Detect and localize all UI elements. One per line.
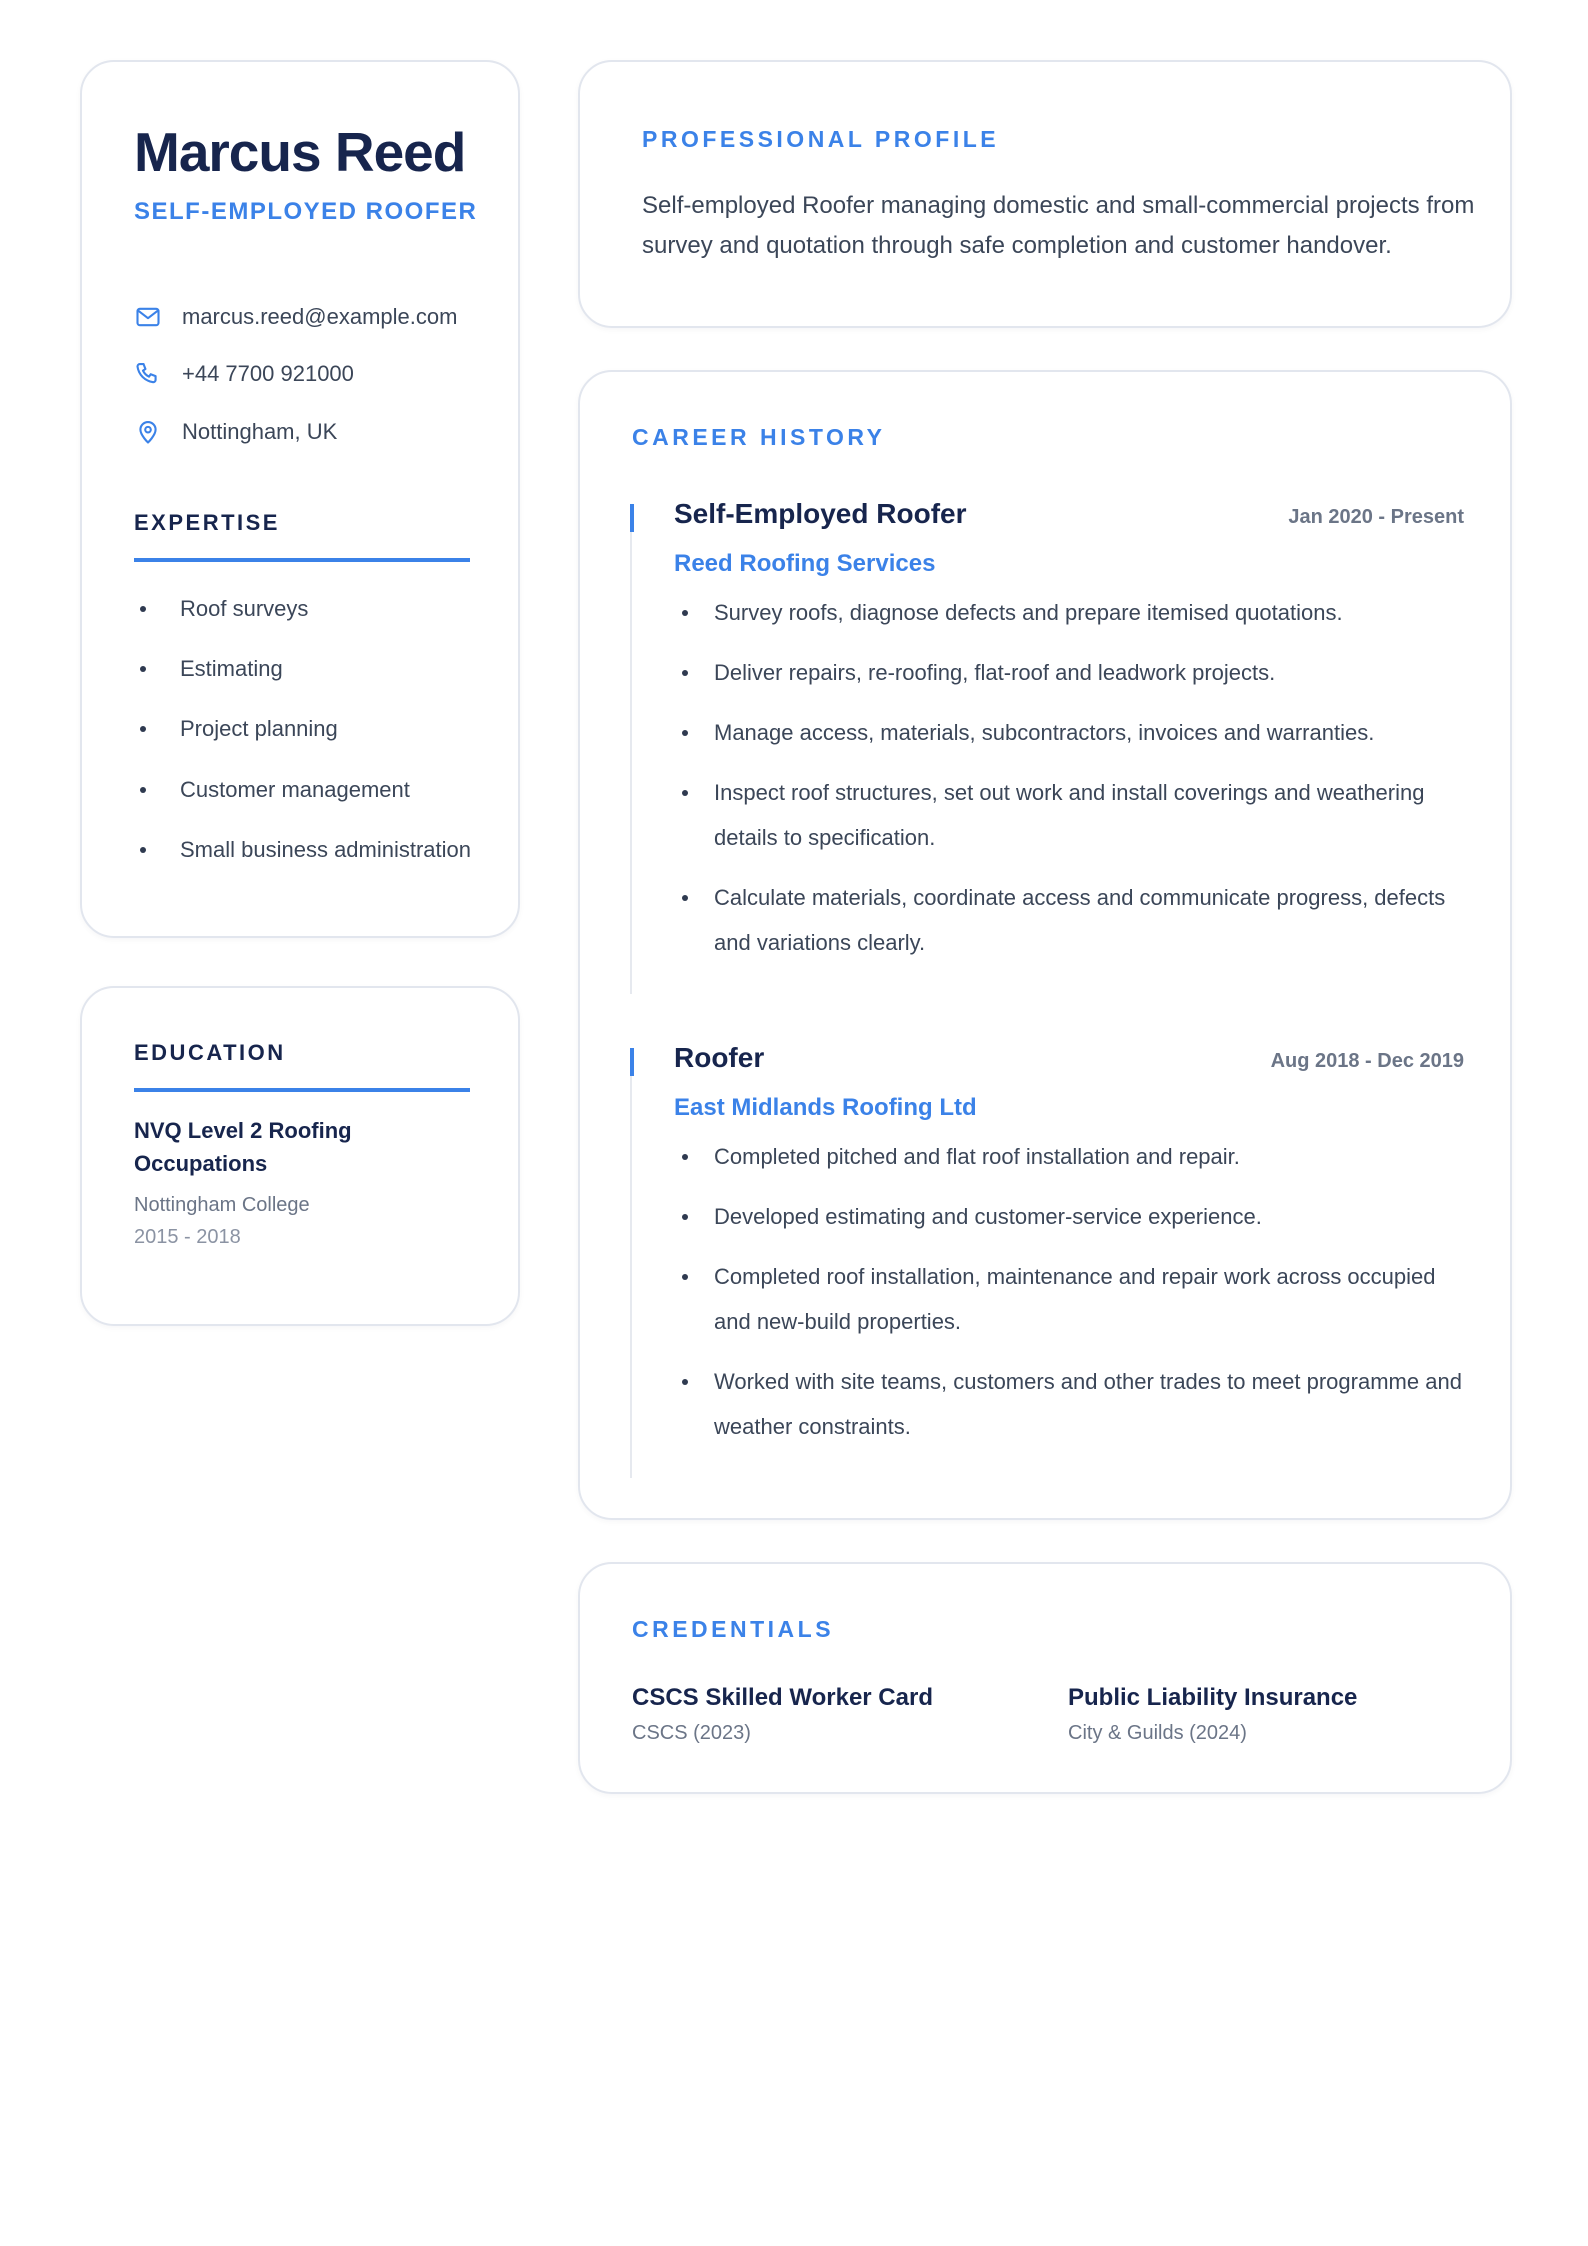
job-bullet: Calculate materials, coordinate access and communicate progress, defects and variations clearly. — [674, 875, 1464, 965]
education-years: 2015 - 2018 — [134, 1226, 241, 1248]
skill-item — [134, 773, 410, 807]
education-card — [80, 986, 520, 1326]
email-text: marcus.reed@example.com — [182, 304, 458, 329]
education-degree: NVQ Level 2 Roofing Occupations — [134, 1118, 352, 1176]
career-heading: CAREER HISTORY — [632, 424, 886, 450]
contact-email[interactable] — [134, 300, 457, 334]
skill-item — [134, 652, 283, 686]
credentials-card — [578, 1562, 1512, 1794]
skill-item — [134, 712, 338, 746]
expertise-heading: EXPERTISE — [134, 510, 280, 535]
job-bullet: Inspect roof structures, set out work and install coverings and weathering details to specification. — [674, 770, 1464, 860]
credentials-heading: CREDENTIALS — [632, 1616, 835, 1642]
credential-name: Public Liability Insurance — [1068, 1684, 1358, 1711]
job-bullets — [674, 590, 1464, 980]
map-pin-icon — [134, 418, 162, 446]
job-bullet: Completed pitched and flat roof installation and repair. — [674, 1134, 1464, 1179]
profile-heading: PROFESSIONAL PROFILE — [642, 126, 1000, 152]
credential-name: CSCS Skilled Worker Card — [632, 1684, 933, 1711]
bullet-dot — [140, 726, 146, 732]
skill-label: Small business administration — [180, 837, 472, 862]
skill-label: Customer management — [180, 777, 410, 802]
bullet-dot — [140, 847, 146, 853]
job-bullet: Completed roof installation, maintenance and repair work across occupied and new-build properties. — [674, 1254, 1464, 1344]
credential-item — [1068, 1684, 1357, 1745]
job-timeline-line — [630, 1076, 632, 1478]
bullet-dot — [140, 666, 146, 672]
job-company: Reed Roofing Services — [674, 550, 936, 577]
job-dates: Aug 2018 - Dec 2019 — [1270, 1050, 1464, 1072]
job-company: East Midlands Roofing Ltd — [674, 1094, 977, 1121]
phone-text: +44 7700 921000 — [182, 361, 354, 386]
education-rule — [134, 1088, 470, 1092]
job-dates: Jan 2020 - Present — [1288, 506, 1464, 528]
job-title: Roofer — [674, 1042, 765, 1073]
job-accent-bar — [630, 504, 634, 532]
location-text: Nottingham, UK — [182, 419, 338, 444]
credential-issuer: CSCS (2023) — [632, 1722, 751, 1744]
bullet-dot — [140, 787, 146, 793]
skill-item — [134, 833, 471, 867]
job-bullet: Worked with site teams, customers and other trades to meet programme and weather constraints. — [674, 1359, 1464, 1449]
contact-phone[interactable] — [134, 357, 354, 391]
job-entry — [630, 1042, 1464, 1478]
credential-issuer: City & Guilds (2024) — [1068, 1722, 1247, 1744]
profile-text: Self-employed Roofer managing domestic and small-commercial projects from survey and quotation through safe completion and customer handover. — [642, 192, 1475, 259]
job-timeline-line — [630, 532, 632, 994]
career-card — [578, 370, 1512, 1520]
job-entry — [630, 498, 1464, 994]
skill-item — [134, 592, 308, 626]
contact-location — [134, 415, 337, 449]
education-school: Nottingham College — [134, 1194, 310, 1216]
candidate-name: Marcus Reed — [134, 121, 466, 183]
candidate-role: SELF-EMPLOYED ROOFER — [134, 198, 478, 225]
skill-label: Roof surveys — [180, 596, 309, 621]
bullet-dot — [140, 606, 146, 612]
phone-icon — [134, 360, 162, 388]
job-bullet: Deliver repairs, re-roofing, flat-roof and leadwork projects. — [674, 650, 1464, 695]
job-accent-bar — [630, 1048, 634, 1076]
job-bullets — [674, 1134, 1464, 1464]
profile-card — [578, 60, 1512, 328]
credential-item — [632, 1684, 933, 1745]
job-bullet: Developed estimating and customer-service experience. — [674, 1194, 1464, 1239]
expertise-rule — [134, 558, 470, 562]
job-title: Self-Employed Roofer — [674, 498, 967, 529]
skill-label: Project planning — [180, 716, 338, 741]
education-heading: EDUCATION — [134, 1040, 286, 1065]
skill-label: Estimating — [180, 656, 283, 681]
job-bullet: Survey roofs, diagnose defects and prepare itemised quotations. — [674, 590, 1464, 635]
job-bullet: Manage access, materials, subcontractors, invoices and warranties. — [674, 710, 1464, 755]
mail-icon — [134, 303, 162, 331]
contact-card — [80, 60, 520, 938]
